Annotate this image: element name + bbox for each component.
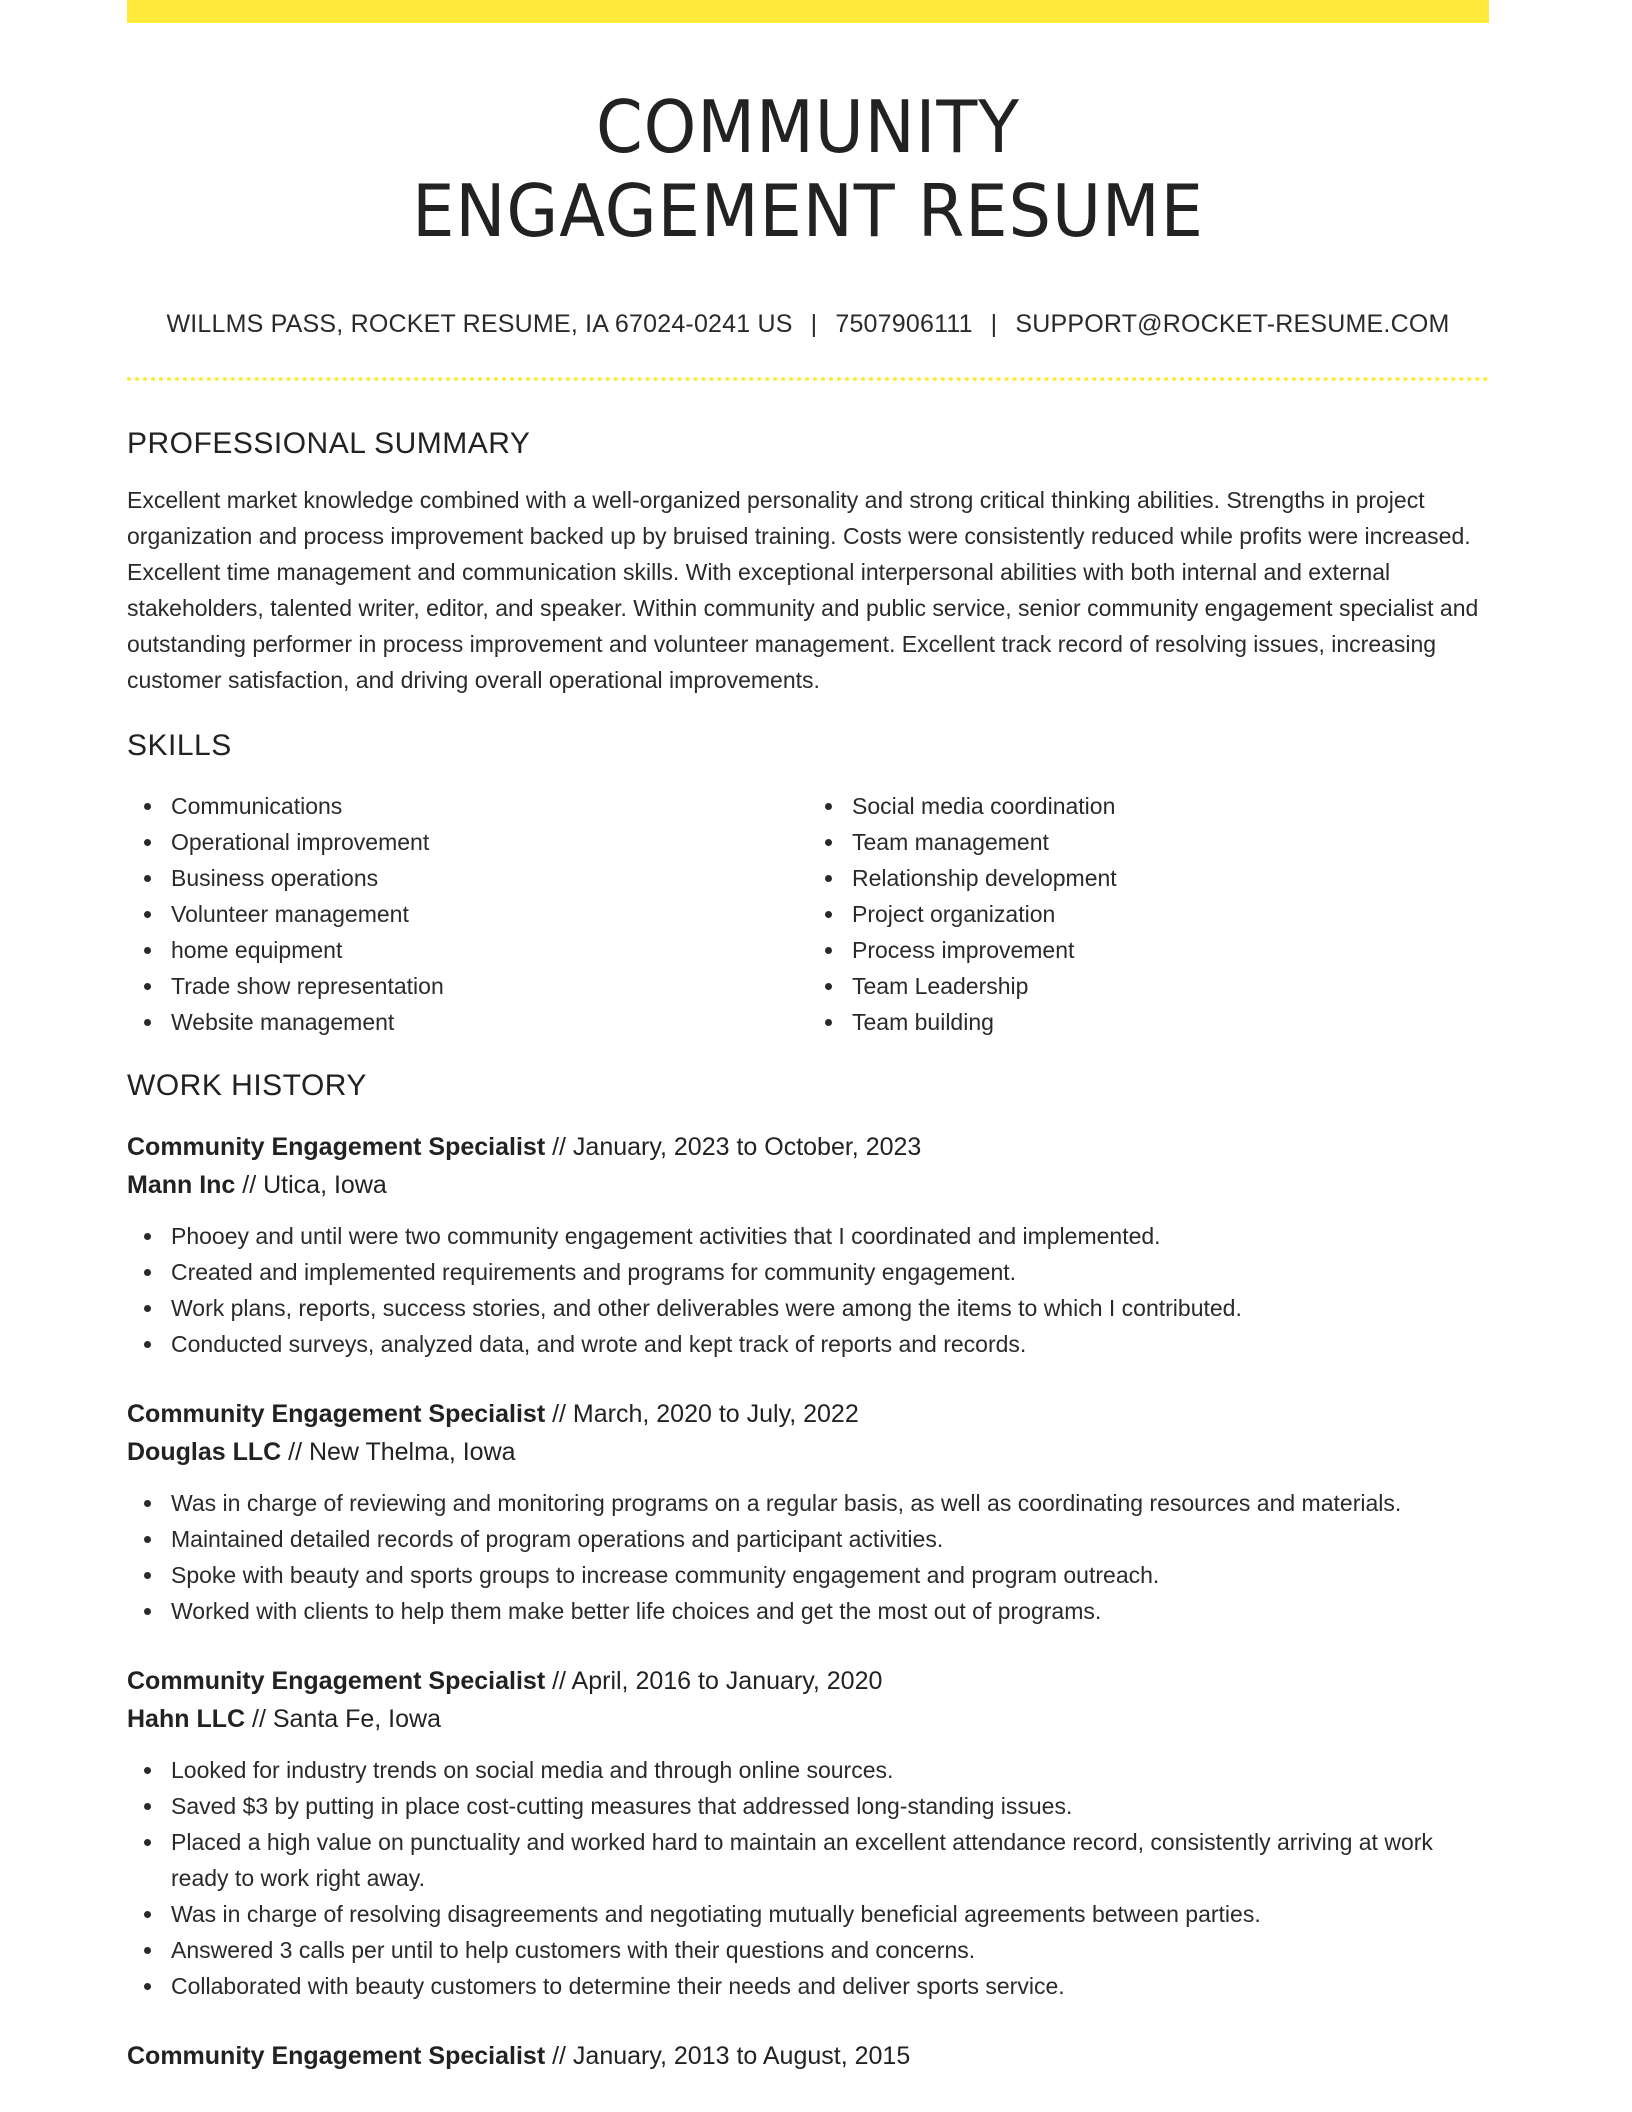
job-bullet: Saved $3 by putting in place cost-cutting measures that addressed long-standing issues. (127, 1788, 1489, 1824)
job-dates: // April, 2016 to January, 2020 (545, 1667, 883, 1695)
skill-item: Team management (808, 824, 1489, 860)
job-bullet: Conducted surveys, analyzed data, and wrote and kept track of reports and records. (127, 1326, 1489, 1362)
job-bullet: Work plans, reports, success stories, and other deliverables were among the items to which I contributed. (127, 1290, 1489, 1326)
contact-line (127, 309, 1489, 339)
job-dates: // January, 2023 to October, 2023 (545, 1133, 922, 1161)
job-dates: // January, 2013 to August, 2015 (545, 2042, 911, 2070)
job-dates: // March, 2020 to July, 2022 (545, 1400, 859, 1428)
job-bullet: Created and implemented requirements and programs for community engagement. (127, 1254, 1489, 1290)
job-entry (127, 2037, 1489, 2075)
job-location: // Santa Fe, Iowa (245, 1705, 441, 1733)
job-title-line (127, 2037, 1489, 2075)
summary-text: Excellent market knowledge combined with a well-organized personality and strong critical thinking abilities. Strengths in project organization and process improvement backed up by bruised training. Costs were consistently reduced while profits were increased. Excellent time management and communication skills. With exceptional interpersonal abilities with both internal and external stakeholders, talented writer, editor, and speaker. Within community and public service, senior community engagement specialist and outstanding performer in process improvement and volunteer management. Excellent track record of resolving issues, increasing customer satisfaction, and driving overall operational improvements. (127, 487, 1479, 693)
contact-email: SUPPORT@ROCKET-RESUME.COM (1015, 310, 1450, 338)
job-bullet: Was in charge of resolving disagreements and negotiating mutually beneficial agreements between parties. (127, 1896, 1489, 1932)
skill-item: Operational improvement (127, 824, 808, 860)
skill-item: Team Leadership (808, 968, 1489, 1004)
skill-item: Relationship development (808, 860, 1489, 896)
job-bullets (127, 1485, 1489, 1629)
skill-item: Team building (808, 1004, 1489, 1040)
skill-item: Business operations (127, 860, 808, 896)
skill-item: Trade show representation (127, 968, 808, 1004)
skill-item: Social media coordination (808, 788, 1489, 824)
skills-list (127, 788, 1489, 1040)
skill-item: Volunteer management (127, 896, 808, 932)
job-title: Community Engagement Specialist (127, 2042, 546, 2070)
job-entry (127, 1395, 1489, 1629)
skills-column-right (808, 788, 1489, 1040)
job-bullet: Placed a high value on punctuality and worked hard to maintain an excellent attendance record, consistently arriving at work ready to work right away. (127, 1824, 1489, 1896)
job-company: Mann Inc (127, 1171, 236, 1199)
skill-item: home equipment (127, 932, 808, 968)
job-company-line (127, 1433, 1489, 1471)
job-bullet: Phooey and until were two community engagement activities that I coordinated and implemented. (127, 1218, 1489, 1254)
job-bullet: Worked with clients to help them make better life choices and get the most out of programs. (127, 1593, 1489, 1629)
job-location: // Utica, Iowa (235, 1171, 387, 1199)
resume-page (127, 0, 1489, 2075)
contact-phone: 7507906111 (835, 310, 973, 338)
title-line-2: ENGAGEMENT RESUME (412, 169, 1204, 253)
job-title-line (127, 1662, 1489, 1700)
skill-item: Process improvement (808, 932, 1489, 968)
skills-heading: SKILLS (127, 729, 232, 762)
job-company-line (127, 1166, 1489, 1204)
job-bullets (127, 1218, 1489, 1362)
job-bullets (127, 1752, 1489, 2004)
job-entry (127, 1662, 1489, 2004)
job-bullet: Looked for industry trends on social media and through online sources. (127, 1752, 1489, 1788)
skill-item: Communications (127, 788, 808, 824)
title-line-1: COMMUNITY (595, 85, 1021, 169)
skills-column-left (127, 788, 808, 1040)
job-title: Community Engagement Specialist (127, 1400, 546, 1428)
summary-heading: PROFESSIONAL SUMMARY (127, 427, 531, 460)
job-title: Community Engagement Specialist (127, 1133, 546, 1161)
job-bullet: Was in charge of reviewing and monitoring programs on a regular basis, as well as coordinating resources and materials. (127, 1485, 1489, 1521)
top-accent-bar (127, 0, 1489, 23)
resume-title (175, 85, 1442, 253)
contact-separator: | (990, 310, 998, 338)
job-title-line (127, 1395, 1489, 1433)
job-bullet: Answered 3 calls per until to help customers with their questions and concerns. (127, 1932, 1489, 1968)
work-history-heading: WORK HISTORY (127, 1069, 367, 1102)
skill-item: Website management (127, 1004, 808, 1040)
job-company: Hahn LLC (127, 1705, 246, 1733)
job-entry (127, 1128, 1489, 1362)
job-location: // New Thelma, Iowa (281, 1438, 516, 1466)
contact-separator: | (810, 310, 818, 338)
job-company-line (127, 1700, 1489, 1738)
job-company: Douglas LLC (127, 1438, 282, 1466)
dotted-divider (127, 377, 1489, 381)
skill-item: Project organization (808, 896, 1489, 932)
job-title-line (127, 1128, 1489, 1166)
job-title: Community Engagement Specialist (127, 1667, 546, 1695)
job-bullet: Spoke with beauty and sports groups to increase community engagement and program outreach. (127, 1557, 1489, 1593)
job-bullet: Maintained detailed records of program operations and participant activities. (127, 1521, 1489, 1557)
contact-address: WILLMS PASS, ROCKET RESUME, IA 67024-0241 US (166, 310, 793, 338)
job-bullet: Collaborated with beauty customers to determine their needs and deliver sports service. (127, 1968, 1489, 2004)
